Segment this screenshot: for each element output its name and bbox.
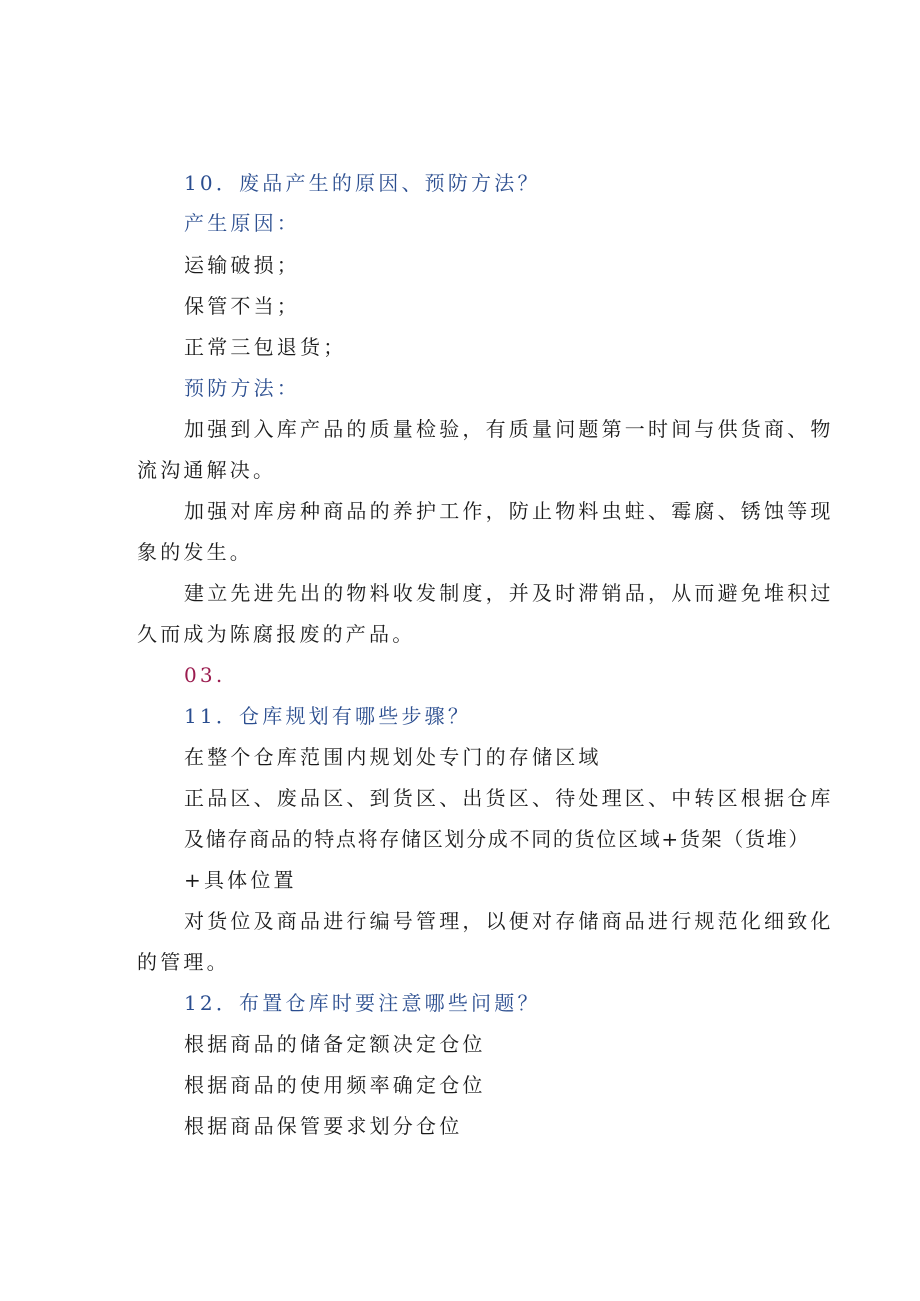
planning-step-1: 在整个仓库范围内规划处专门的存储区域 bbox=[184, 745, 602, 769]
planning-step-2-line-1: 正品区、废品区、到货区、出货区、待处理区、中转区根据仓库 bbox=[184, 786, 834, 810]
planning-step-2-line-2: 及储存商品的特点将存储区划分成不同的货位区域+货架（货堆） bbox=[184, 827, 811, 851]
layout-point-3: 根据商品保管要求划分仓位 bbox=[184, 1114, 463, 1138]
cause-item-return: 正常三包退货； bbox=[184, 335, 347, 359]
planning-step-2-line-3: +具体位置 bbox=[184, 868, 297, 892]
layout-point-2: 根据商品的使用频率确定仓位 bbox=[184, 1073, 486, 1097]
layout-point-1: 根据商品的储备定额决定仓位 bbox=[184, 1032, 486, 1056]
prevention-label: 预防方法： bbox=[184, 376, 300, 400]
question-11-heading: 11．仓库规划有哪些步骤？ bbox=[184, 704, 472, 728]
planning-step-3-line-2: 的管理。 bbox=[137, 950, 230, 974]
planning-step-3-line-1: 对货位及商品进行编号管理，以便对存储商品进行规范化细致化 bbox=[184, 909, 834, 933]
question-10-heading: 10．废品产生的原因、预防方法？ bbox=[184, 171, 541, 195]
prevention-paragraph-1-line-2: 流沟通解决。 bbox=[137, 458, 277, 482]
cause-item-storage: 保管不当； bbox=[184, 294, 300, 318]
prevention-paragraph-1-line-1: 加强到入库产品的质量检验，有质量问题第一时间与供货商、物 bbox=[184, 417, 834, 441]
prevention-paragraph-3-line-2: 久而成为陈腐报废的产品。 bbox=[137, 622, 416, 646]
prevention-paragraph-3-line-1: 建立先进先出的物料收发制度，并及时滞销品，从而避免堆积过 bbox=[184, 581, 834, 605]
section-number: 03. bbox=[184, 663, 226, 687]
prevention-paragraph-2-line-1: 加强对库房种商品的养护工作，防止物料虫蛀、霉腐、锈蚀等现 bbox=[184, 499, 834, 523]
prevention-paragraph-2-line-2: 象的发生。 bbox=[137, 540, 253, 564]
cause-item-transport: 运输破损； bbox=[184, 253, 300, 277]
cause-label: 产生原因： bbox=[184, 211, 300, 235]
question-12-heading: 12．布置仓库时要注意哪些问题？ bbox=[184, 991, 541, 1015]
